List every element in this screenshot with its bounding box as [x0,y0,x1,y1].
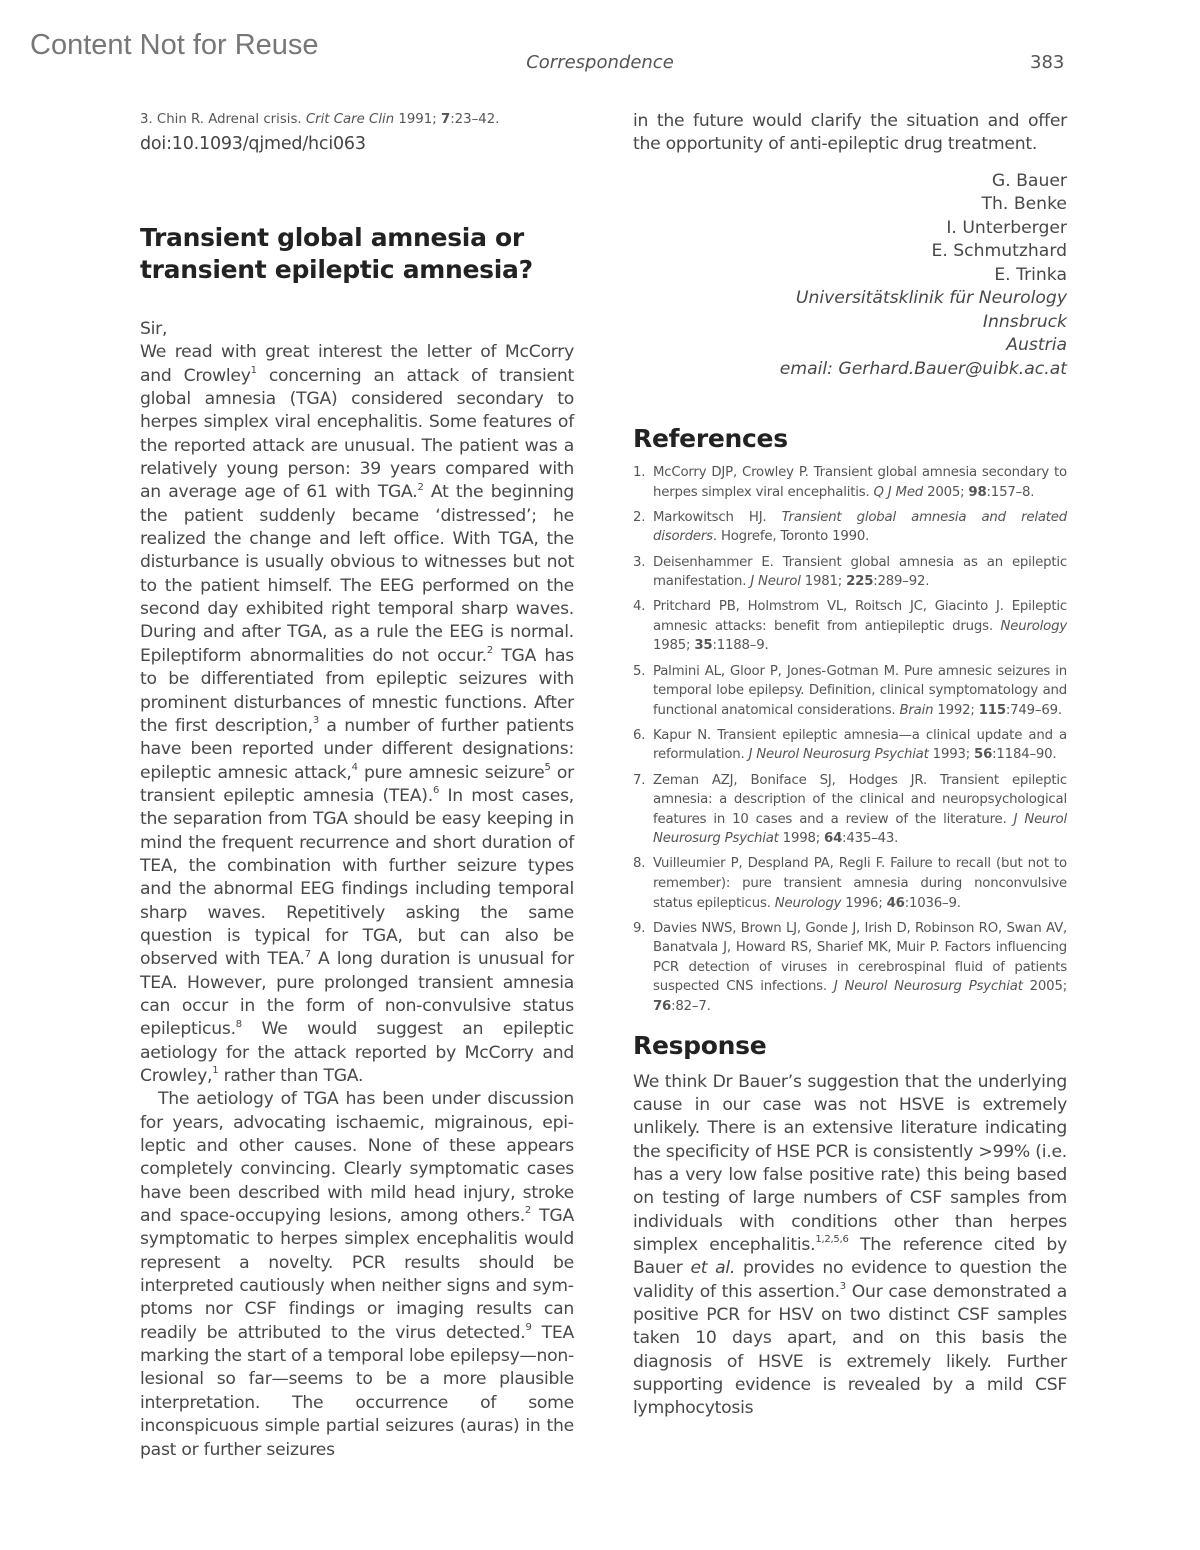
reference-text: :157–8. [986,484,1035,500]
italic-text: et al. [690,1258,736,1279]
italic-text: J Neurol Neurosurg Psychiat [748,747,929,763]
text-run: TGA has to be differentiated from epileptic seizures with prominent disturbances of mnestic functions. After the first description, [140,645,574,736]
author-name: E. Schmutzhard [931,241,1067,262]
italic-text: Neurology [774,895,842,911]
citation-superscript: 9 [525,1322,532,1334]
reference-text: Chin R. Adrenal crisis. [156,112,302,127]
author-name: I. Unterberger [946,217,1067,238]
reference-item [633,508,1067,547]
bold-text: 64 [824,831,843,847]
reference-number: 9. [633,920,646,936]
references-list [633,463,1067,1016]
citation-superscript: 8 [235,1018,242,1030]
citation-superscript: 3 [312,715,319,727]
reference-number: 4. [633,599,646,615]
salutation: Sir, [140,319,168,339]
reference-number: 5. [633,663,646,679]
reference-number: 1. [633,465,646,481]
text-run: At the beginning the patient suddenly became ‘distressed’; he realized the change and left office. With TGA, the disturbance is usually obvious to witnesses but not to the patient himself. The EEG performed on the second day exhibited right temporal sharp waves. During and after TGA, as a rule the EEG is normal. Epileptiform abnormalities do not occur. [140,482,574,666]
reference-text: :1036–9. [904,895,961,911]
citation-superscript: 1 [250,364,257,376]
letter-paragraph-1 [140,341,574,1088]
reference-item [633,854,1067,913]
reference-text: 1985; [653,638,695,654]
reference-number: 8. [633,856,646,872]
reference-text: :1188–9. [712,638,769,654]
references-heading: References [633,424,788,454]
text-run: We would suggest an epileptic aetiology for the attack reported by McCorry and Crowley, [140,1019,574,1086]
reference-text: Deisenhammer E. Transient global amnesia as an epileptic manifestation. [653,554,1067,590]
response-heading: Response [633,1030,767,1060]
reference-number: 6. [633,727,646,743]
citation-superscript: 4 [351,761,358,773]
text-run: We read with great interest the letter of McCorry and Crowley [140,342,574,386]
reference-text: Davies NWS, Brown LJ, Gonde J, Irish D, Robinson RO, Swan AV, Banatvala J, Howard RS, Sharief MK, Muir P. Factors influencing PCR detection of viruses in cerebrospinal fluid of patients suspected CNS infections. [653,920,1067,995]
text-run: TEA marking the start of a temporal lobe epilepsy—non-lesional so far—seems to be a more plausible interpretation. The occurrence of some inconspicuous simple partial seizures (auras) in the past or further seizures [140,1322,574,1460]
italic-text: Brain [899,702,934,718]
reference-item [633,726,1067,765]
left-column [140,110,574,1462]
reference-text: Kapur N. Transient epileptic amnesia—a clinical update and a reformulation. [653,727,1067,763]
reference-text: 1993; [928,747,975,763]
reference-number: 2. [633,509,646,525]
text-run: The aetiology of TGA has been under discussion for years, advocating ischaemic, migrainous, epileptic and other causes. None of these appears completely convincing. Clearly symptomatic cases have been described with mild head injury, stroke and space-occupying lesions, among others. [140,1089,574,1227]
text-run: concerning an attack of transient global amnesia (TGA) considered secondary to herpes simplex viral encephalitis. Some features of the reported attack are unusual. The patient was a relatively young person: 39 years compared with an average age of 61 with TGA. [140,365,574,503]
text-run: Our case demonstrated a positive PCR for HSV on two distinct CSF samples taken 10 days apart, and on this basis the diagnosis of HSVE is extremely likely. Further supporting evidence is revealed by a mild CSF lymphocytosis [633,1281,1067,1419]
reference-text: 1996; [841,895,887,911]
reference-text: 1998; [778,831,825,847]
author-name: Th. Benke [981,194,1067,215]
bold-text: 56 [974,747,993,763]
reference-journal: Crit Care Clin [305,112,395,127]
bold-text: 98 [968,484,987,500]
reference-pages: :23–42. [450,112,500,127]
signature-block [633,170,1067,382]
text-run: provides no evidence to question the validity of this assertion. [633,1258,1067,1302]
reference-text: :1184–90. [992,747,1057,763]
doi: doi:10.1093/qjmed/hci063 [140,134,366,154]
citation-superscript: 2 [417,481,424,493]
italic-text: J Neurol Neurosurg Psychiat [833,979,1023,995]
reference-item [633,919,1067,1017]
reference-text: 2005; [1022,979,1067,995]
reference-number: 3. [633,554,646,570]
text-run: rather than TGA. [218,1066,364,1086]
watermark: Content Not for Reuse [30,29,319,61]
reference-item [633,463,1067,502]
reference-number: 7. [633,772,646,788]
reference-item [633,553,1067,592]
bold-text: 46 [886,895,905,911]
citation-superscript: 5 [544,761,551,773]
affiliation-line: Universitätsklinik für Neurology [795,288,1067,309]
previous-article-reference [140,110,574,130]
author-name: E. Trinka [994,264,1067,285]
reference-text: :749–69. [1005,702,1062,718]
article-title [140,222,574,286]
reference-text: Vuilleumier P, Despland PA, Regli F. Failure to recall (but not to remember): pure transient amnesia during nonconvulsive status epilepticus. [653,856,1067,911]
italic-text: J Neurol [750,574,801,590]
citation-superscript: 3 [839,1280,846,1292]
reference-number: 3. [140,112,153,127]
page-number: 383 [1030,52,1065,73]
italic-text: Transient global amnesia and related disorders [653,509,1067,545]
reference-text: :435–43. [842,831,899,847]
bold-text: 225 [846,574,874,590]
title-line-2: transient epileptic amnesia? [140,255,533,284]
reference-text: McCorry DJP, Crowley P. Transient global amnesia secondary to herpes simplex viral encephalitis. [653,465,1067,500]
citation-superscript: 1,2,5,6 [815,1234,849,1246]
affiliation-line: Innsbruck [982,311,1067,332]
reference-text: :82–7. [671,999,711,1015]
reference-item [633,771,1067,849]
letter-continuation: in the future would clarify the situation and offer the opportunity of anti-epileptic drug treatment. [633,111,1067,155]
reference-text: Zeman AZJ, Boniface SJ, Hodges JR. Transient epileptic amnesia: a description of the clinical and neuropsychological features in 10 cases and a review of the literature. [653,772,1067,827]
text-run: A long duration is unusual for TEA. However, pure prolonged transient amnesia can occur in the form of non-convulsive status epilepticus. [140,949,574,1040]
reference-item [633,597,1067,656]
author-name: G. Bauer [991,170,1067,191]
italic-text: J Neurol Neurosurg Psychiat [653,811,1067,847]
citation-superscript: 2 [486,645,493,657]
reference-item [633,662,1067,721]
response-paragraph [633,1071,1067,1421]
reference-text: 1981; [800,574,847,590]
text-run: We think Dr Bauer’s suggestion that the underlying cause in our case was not HSVE is extremely unlikely. There is an extensive literature indicating the specificity of HSE PCR is consistently >99% (i.e. has a very low false positive rate) this being based on testing of large numbers of CSF samples from individuals with conditions other than herpes simplex encephalitis. [633,1071,1067,1256]
italic-text: Neurology [1000,618,1067,634]
italic-text: Q J Med [873,484,924,500]
letter-paragraph-2 [140,1088,574,1462]
bold-text: 115 [978,702,1006,718]
text-run: or transient epileptic amnesia (TEA). [140,762,574,806]
citation-superscript: 7 [304,948,311,960]
reference-text: . Hogrefe, Toronto 1990. [712,529,870,545]
reference-year: 1991; [398,112,437,127]
citation-superscript: 6 [432,785,440,797]
bold-text: 76 [653,999,672,1015]
text-run: The reference cited by Bauer [633,1235,1068,1279]
reference-text: :289–92. [873,574,930,590]
reference-text: Markowitsch HJ. [653,509,782,525]
text-run: In most cases, the separation from TGA should be easy keeping in mind the frequent recurrence and short duration of TEA, the combination with further seizure types and the abnormal EEG findings including temporal sharp waves. Repetitively asking the same question is typical for TGA, but can also be observed with TEA. [140,785,574,970]
author-email: email: Gerhard.Bauer@uibk.ac.at [779,358,1067,379]
text-run: TGA symptomatic to herpes simplex encephalitis would represent a novelty. PCR results should be interpreted cautiously when neither signs and symptoms nor CSF findings or imaging results can readily be attributed to the virus detected. [140,1206,574,1343]
reference-text: 1992; [933,702,979,718]
bold-text: 35 [694,638,713,654]
reference-text: Palmini AL, Gloor P, Jones-Gotman M. Pure amnesic seizures in temporal lobe epilepsy. Definition, clinical symptomatology and functional anatomical considerations. [653,663,1067,718]
reference-text: Pritchard PB, Holmstrom VL, Roitsch JC, Giacinto J. Epileptic amnesic attacks: benefit from antiepileptic drugs. [653,599,1067,634]
affiliation-line: Austria [1006,335,1067,356]
reference-text: 2005; [923,484,969,500]
title-line-1: Transient global amnesia or [140,223,524,252]
reference-volume: 7 [440,112,451,127]
text-run: pure amnesic seizure [357,762,545,783]
citation-superscript: 1 [212,1065,219,1077]
right-column [633,110,1067,1421]
running-head: Correspondence [526,52,674,73]
text-run: a number of further patients have been reported under different designations: epileptic amnesic attack, [140,715,574,783]
citation-superscript: 2 [524,1205,532,1217]
